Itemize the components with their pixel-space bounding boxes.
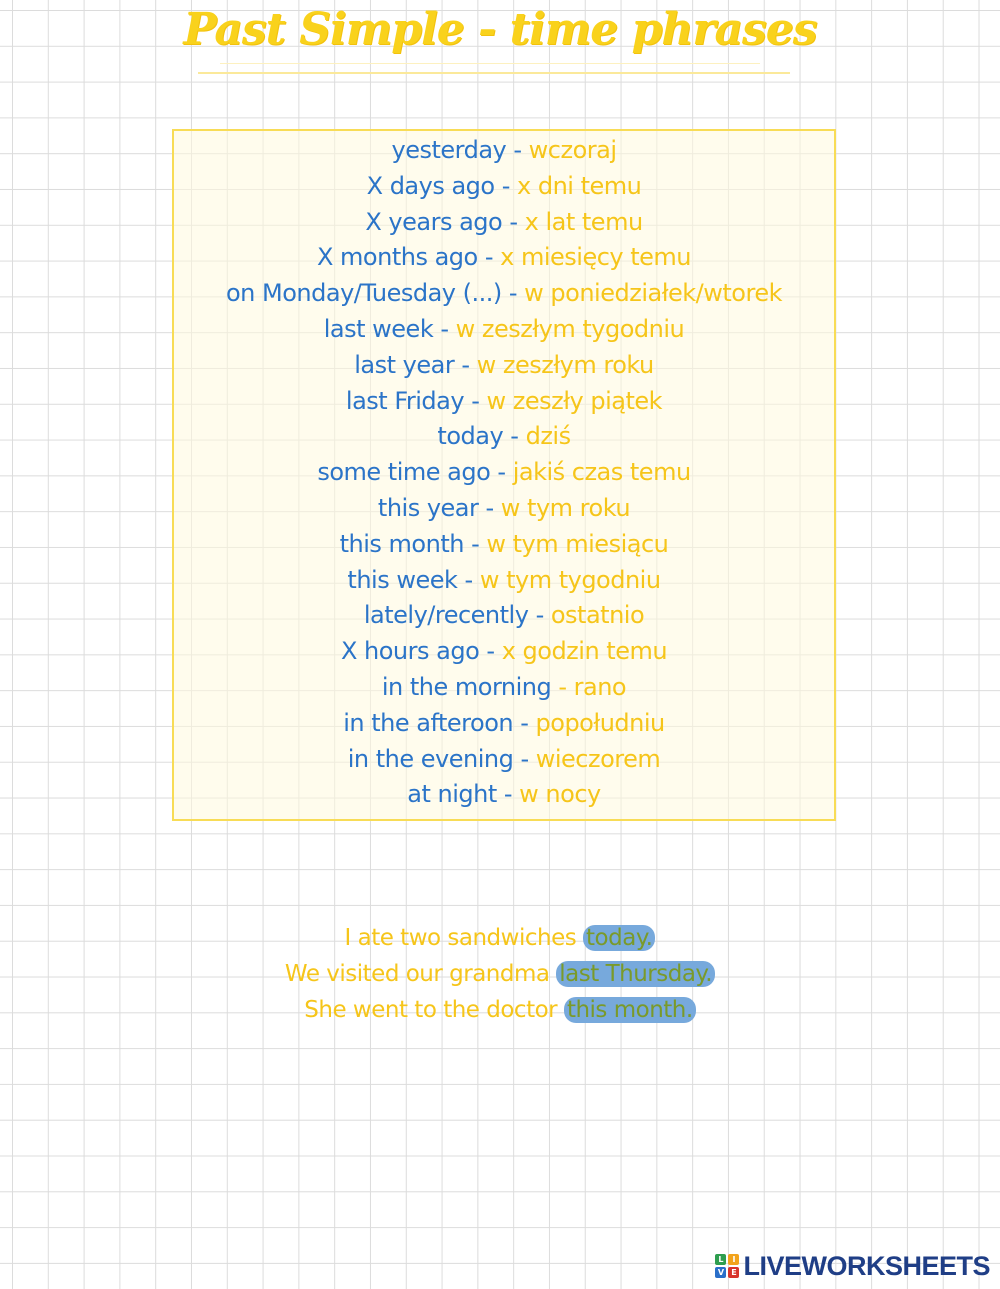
example-text: We visited our grandma bbox=[284, 960, 557, 987]
logo-mark-letter: E bbox=[728, 1267, 739, 1278]
phrase-row bbox=[172, 168, 836, 204]
title-underline bbox=[198, 72, 790, 74]
phrase-polish: w tym tygodniu bbox=[479, 565, 661, 594]
phrase-row bbox=[172, 347, 836, 383]
phrase-separator: - bbox=[513, 708, 536, 737]
phrase-row bbox=[172, 669, 836, 705]
phrase-english: this year bbox=[377, 493, 479, 522]
phrase-list bbox=[172, 132, 836, 812]
phrase-polish: w poniedziałek/wtorek bbox=[524, 279, 782, 308]
phrase-row bbox=[172, 562, 836, 598]
phrase-separator: - bbox=[490, 458, 513, 487]
phrase-separator: - bbox=[503, 422, 526, 451]
phrase-english: in the evening bbox=[347, 744, 514, 773]
phrase-polish: w tym roku bbox=[500, 493, 631, 522]
phrase-polish: wczoraj bbox=[528, 136, 617, 164]
phrase-english: last week bbox=[323, 314, 434, 343]
phrase-english: this month bbox=[339, 529, 464, 558]
phrase-row bbox=[172, 311, 836, 347]
phrase-english: in the morning bbox=[381, 672, 552, 701]
phrase-english: yesterday bbox=[391, 136, 507, 164]
phrase-separator: - bbox=[464, 386, 487, 415]
phrase-english: lately/recently bbox=[363, 601, 529, 630]
example-text: I ate two sandwiches bbox=[344, 925, 584, 951]
phrase-row bbox=[172, 776, 836, 812]
phrase-row bbox=[172, 132, 836, 168]
phrase-row bbox=[172, 383, 836, 419]
phrase-english: some time ago bbox=[317, 458, 491, 487]
phrase-polish: - rano bbox=[558, 672, 627, 701]
phrase-english: X hours ago bbox=[340, 637, 480, 666]
phrase-english: at night bbox=[407, 780, 497, 809]
phrase-polish: x lat temu bbox=[524, 207, 643, 236]
phrase-polish: jakiś czas temu bbox=[512, 458, 691, 487]
logo-mark-letter: L bbox=[715, 1254, 726, 1265]
phrase-row bbox=[172, 204, 836, 240]
phrase-row bbox=[172, 633, 836, 669]
phrase-separator: - bbox=[479, 637, 502, 666]
phrase-separator: - bbox=[494, 171, 518, 200]
phrase-polish: w zeszłym roku bbox=[476, 350, 654, 379]
phrase-separator: - bbox=[433, 314, 456, 343]
phrase-row bbox=[172, 418, 836, 454]
phrase-separator: - bbox=[506, 136, 529, 164]
phrase-english: X days ago bbox=[366, 171, 495, 200]
phrase-polish: x miesięcy temu bbox=[500, 243, 692, 272]
page-title: Past Simple - time phrases bbox=[183, 4, 817, 55]
example-time-phrase: this month. bbox=[564, 997, 696, 1023]
phrase-polish: ostatnio bbox=[550, 601, 645, 630]
phrase-separator: - bbox=[513, 744, 536, 773]
example-sentence bbox=[0, 956, 1000, 992]
phrase-polish: w zeszłym tygodniu bbox=[455, 314, 685, 343]
example-time-phrase: last Thursday. bbox=[556, 961, 715, 987]
phrase-english: X months ago bbox=[316, 243, 478, 272]
phrase-english: last Friday bbox=[345, 386, 465, 415]
logo-text: LIVEWORKSHEETS bbox=[743, 1250, 990, 1281]
phrase-polish: w nocy bbox=[519, 780, 601, 809]
phrase-row bbox=[172, 490, 836, 526]
phrase-polish: w zeszły piątek bbox=[486, 386, 663, 415]
phrase-separator: - bbox=[463, 529, 487, 558]
phrase-separator: - bbox=[502, 207, 525, 236]
phrase-polish: x dni temu bbox=[517, 171, 642, 200]
phrase-english: last year bbox=[354, 350, 455, 379]
phrase-polish: x godzin temu bbox=[501, 637, 668, 666]
phrase-polish: dziś bbox=[525, 422, 571, 451]
title-underline-light bbox=[220, 63, 760, 64]
example-sentence bbox=[0, 992, 1000, 1028]
phrase-separator: - bbox=[454, 350, 477, 379]
phrase-english: today bbox=[437, 422, 504, 451]
phrase-separator: - bbox=[457, 565, 480, 594]
phrase-english: X years ago bbox=[365, 207, 503, 236]
phrase-english: on Monday/Tuesday (...) bbox=[226, 279, 502, 308]
phrase-english: this week bbox=[347, 565, 458, 594]
phrase-separator: - bbox=[528, 601, 551, 630]
phrase-polish: w tym miesiącu bbox=[486, 529, 669, 558]
phrase-english: in the afteroon bbox=[343, 708, 514, 737]
phrase-polish: popołudniu bbox=[535, 708, 665, 737]
example-sentences bbox=[0, 920, 1000, 1027]
phrase-polish: wieczorem bbox=[535, 744, 661, 773]
example-time-phrase: today. bbox=[583, 925, 655, 951]
phrase-separator: - bbox=[496, 780, 520, 809]
example-text: She went to the doctor bbox=[304, 996, 564, 1023]
phrase-separator: - bbox=[501, 279, 525, 308]
logo-mark-letter: I bbox=[728, 1254, 739, 1265]
example-sentence bbox=[0, 920, 1000, 956]
phrase-row bbox=[172, 705, 836, 741]
logo-mark-letter: V bbox=[715, 1267, 726, 1278]
phrase-row bbox=[172, 275, 836, 311]
liveworksheets-logo[interactable] bbox=[715, 1251, 990, 1281]
phrase-row bbox=[172, 239, 836, 275]
phrase-separator: - bbox=[478, 493, 501, 522]
phrase-row bbox=[172, 454, 836, 490]
phrase-row bbox=[172, 526, 836, 562]
phrase-row bbox=[172, 741, 836, 777]
logo-mark-icon bbox=[715, 1254, 739, 1278]
phrase-row bbox=[172, 597, 836, 633]
phrase-separator: - bbox=[477, 243, 501, 272]
